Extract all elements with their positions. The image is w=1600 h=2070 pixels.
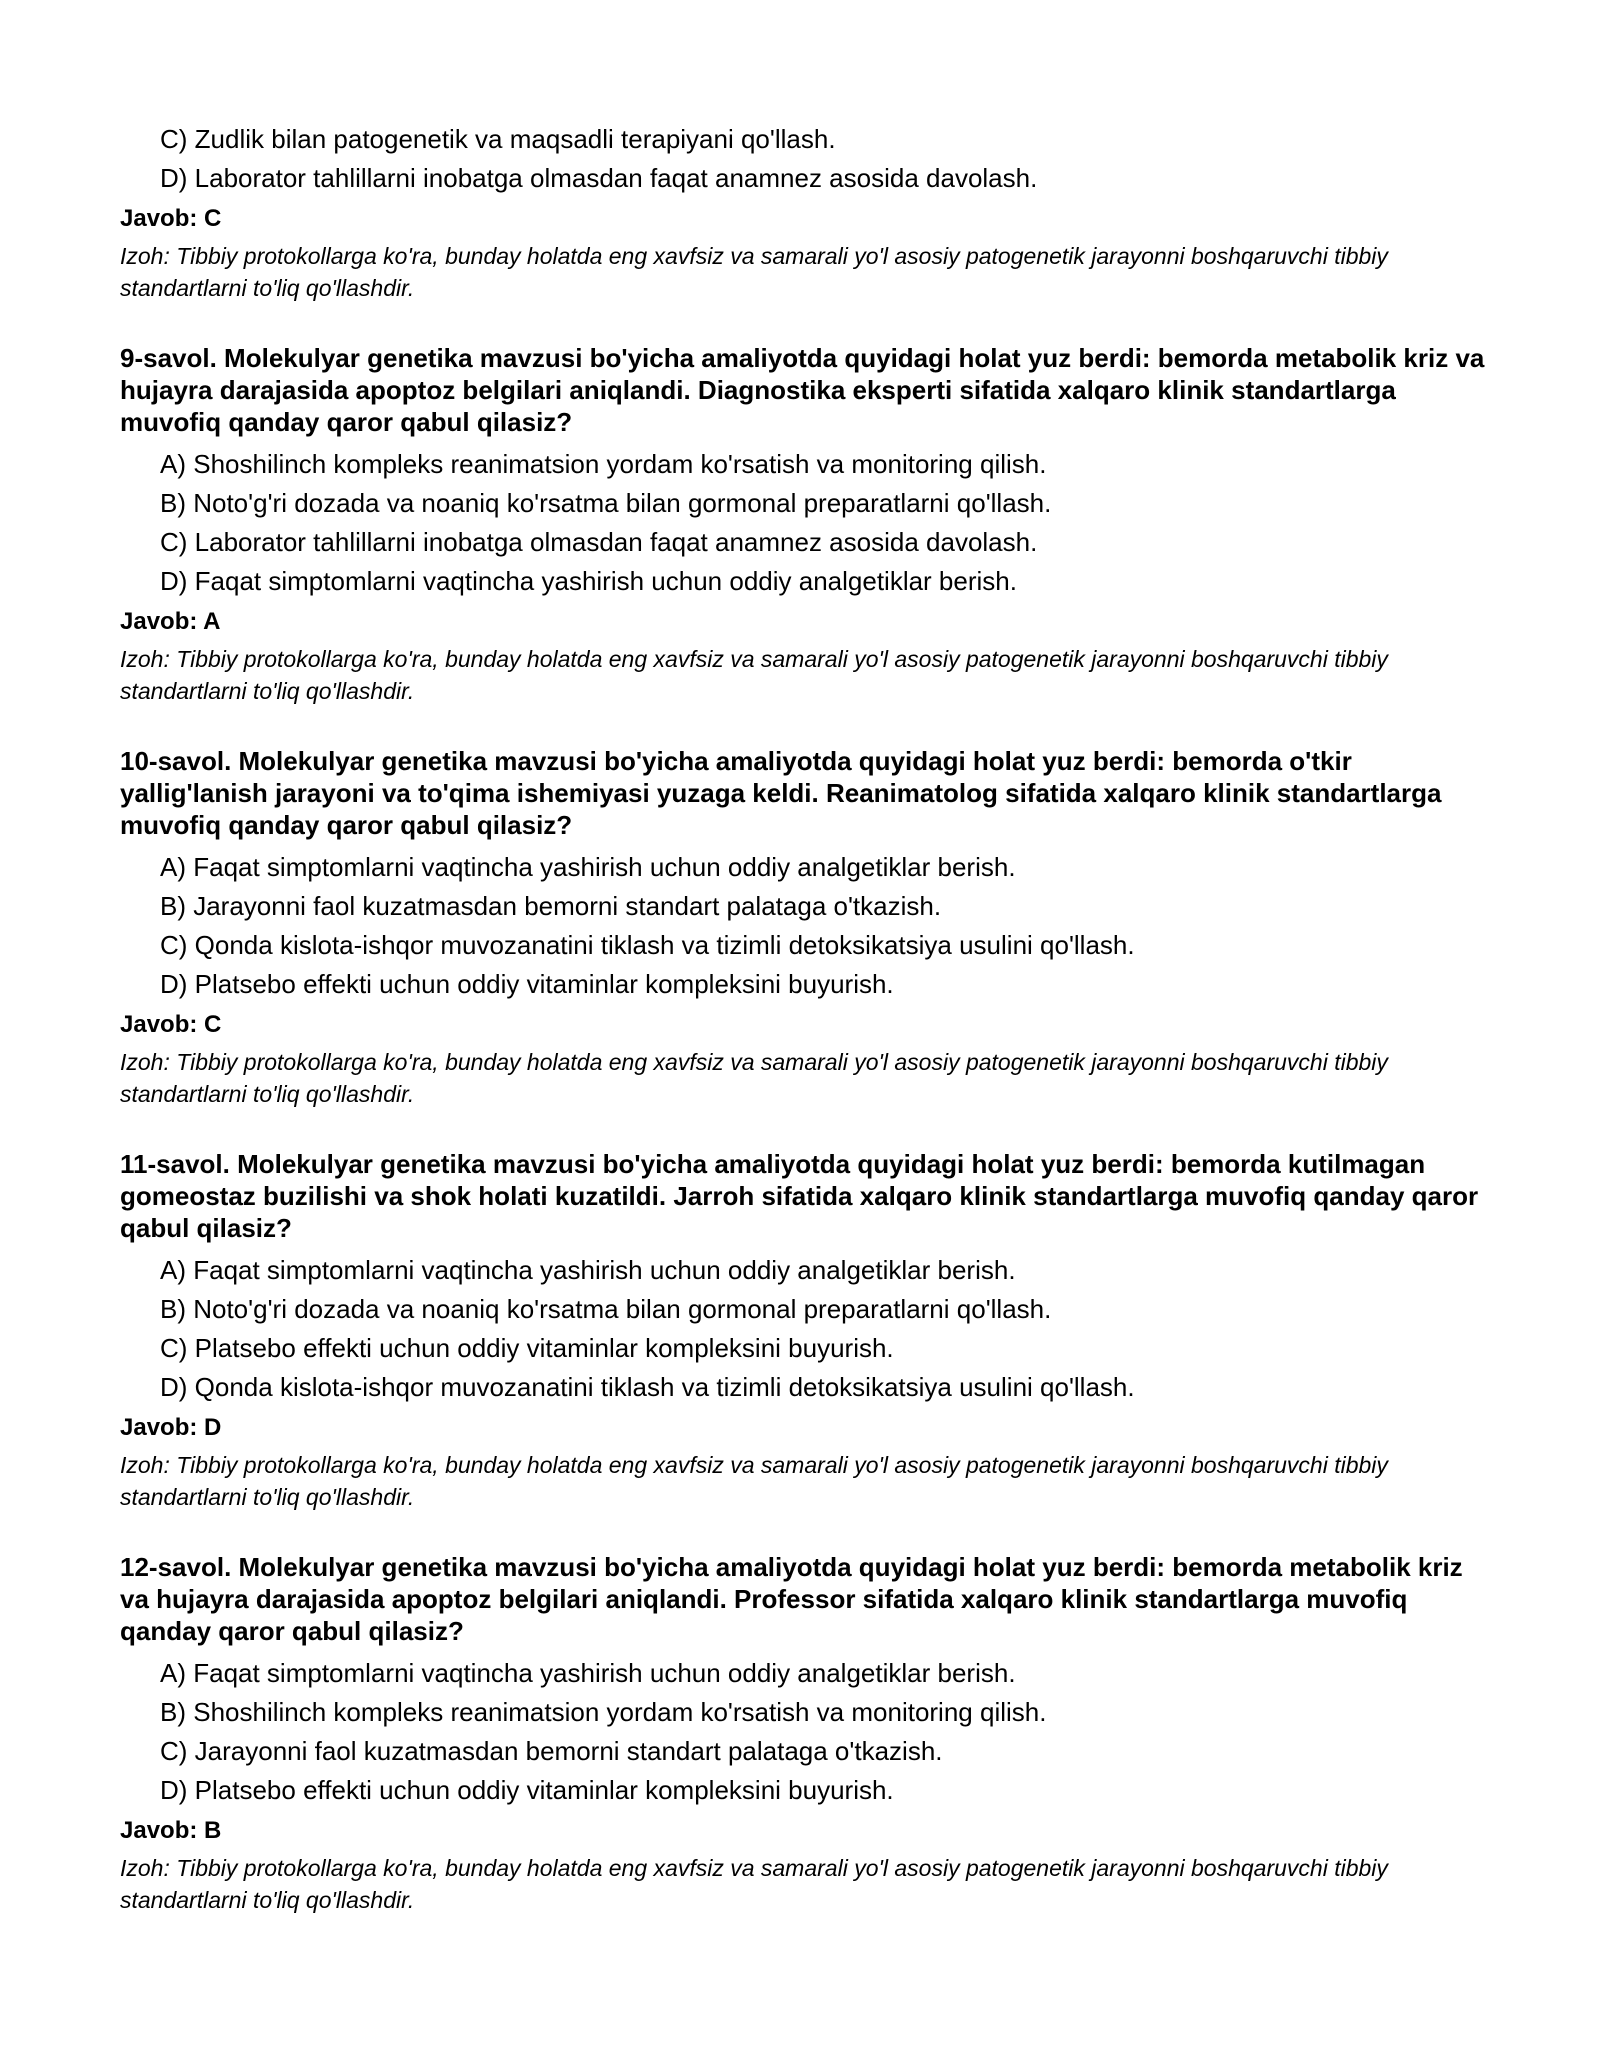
document-page: [120, 120, 1490, 1916]
explanation-note: Izoh: Tibbiy protokollarga ko'ra, bunday holatda eng xavfsiz va samarali yo'l asosiy patogenetik jarayonni boshqaruvchi tibbiy standartlarni to'liq qo'llashdir.: [120, 1049, 1388, 1107]
question-text: 10-savol. Molekulyar genetika mavzusi bo'yicha amaliyotda quyidagi holat yuz berdi: bemorda o'tkir yallig'lanish jarayoni va to'qima ishemiyasi yuzaga keldi. Reanimatolog sifatida xalqaro klinik standartlarga muvofiq qanday qaror qabul qilasiz?: [120, 746, 1442, 840]
answer-option: C) Platsebo effekti uchun oddiy vitaminlar kompleksini buyurish.: [160, 1333, 894, 1363]
correct-answer: Javob: C: [120, 205, 222, 232]
answer-option: C) Qonda kislota-ishqor muvozanatini tiklash va tizimli detoksikatsiya usulini qo'llash.: [160, 930, 1135, 960]
continuation-block: [120, 120, 1490, 304]
answer-option: D) Qonda kislota-ishqor muvozanatini tiklash va tizimli detoksikatsiya usulini qo'llash.: [160, 1372, 1135, 1402]
question-block: [120, 1148, 1490, 1513]
correct-answer: Javob: A: [120, 608, 221, 635]
answer-option: C) Zudlik bilan patogenetik va maqsadli terapiyani qo'llash.: [160, 124, 836, 154]
question-block: [120, 745, 1490, 1110]
answer-option: D) Faqat simptomlarni vaqtincha yashirish uchun oddiy analgetiklar berish.: [160, 566, 1017, 596]
answer-option: B) Jarayonni faol kuzatmasdan bemorni standart palataga o'tkazish.: [160, 891, 942, 921]
answer-option: A) Faqat simptomlarni vaqtincha yashirish uchun oddiy analgetiklar berish.: [160, 1255, 1016, 1285]
answer-option: D) Laborator tahlillarni inobatga olmasdan faqat anamnez asosida davolash.: [160, 163, 1038, 193]
explanation-note: Izoh: Tibbiy protokollarga ko'ra, bunday holatda eng xavfsiz va samarali yo'l asosiy patogenetik jarayonni boshqaruvchi tibbiy standartlarni to'liq qo'llashdir.: [120, 1855, 1388, 1913]
question-text: 9-savol. Molekulyar genetika mavzusi bo'yicha amaliyotda quyidagi holat yuz berdi: bemorda metabolik kriz va hujayra darajasida apoptoz belgilari aniqlandi. Diagnostika eksperti sifatida xalqaro klinik standartlarga muvofiq qanday qaror qabul qilasiz?: [120, 343, 1485, 437]
answer-option: A) Faqat simptomlarni vaqtincha yashirish uchun oddiy analgetiklar berish.: [160, 852, 1016, 882]
answer-option: A) Shoshilinch kompleks reanimatsion yordam ko'rsatish va monitoring qilish.: [160, 449, 1047, 479]
answer-option: C) Laborator tahlillarni inobatga olmasdan faqat anamnez asosida davolash.: [160, 527, 1038, 557]
explanation-note: Izoh: Tibbiy protokollarga ko'ra, bunday holatda eng xavfsiz va samarali yo'l asosiy patogenetik jarayonni boshqaruvchi tibbiy standartlarni to'liq qo'llashdir.: [120, 646, 1388, 704]
explanation-note: Izoh: Tibbiy protokollarga ko'ra, bunday holatda eng xavfsiz va samarali yo'l asosiy patogenetik jarayonni boshqaruvchi tibbiy standartlarni to'liq qo'llashdir.: [120, 1452, 1388, 1510]
answer-option: B) Noto'g'ri dozada va noaniq ko'rsatma bilan gormonal preparatlarni qo'llash.: [160, 488, 1052, 518]
answer-option: B) Shoshilinch kompleks reanimatsion yordam ko'rsatish va monitoring qilish.: [160, 1697, 1047, 1727]
question-text: 11-savol. Molekulyar genetika mavzusi bo'yicha amaliyotda quyidagi holat yuz berdi: bemorda kutilmagan gomeostaz buzilishi va shok holati kuzatildi. Jarroh sifatida xalqaro klinik standartlarga muvofiq qanday qaror qabul qilasiz?: [120, 1149, 1479, 1243]
question-text: 12-savol. Molekulyar genetika mavzusi bo'yicha amaliyotda quyidagi holat yuz berdi: bemorda metabolik kriz va hujayra darajasida apoptoz belgilari aniqlandi. Professor sifatida xalqaro klinik standartlarga muvofiq qanday qaror qabul qilasiz?: [120, 1552, 1463, 1646]
correct-answer: Javob: C: [120, 1011, 222, 1038]
answer-option: B) Noto'g'ri dozada va noaniq ko'rsatma bilan gormonal preparatlarni qo'llash.: [160, 1294, 1052, 1324]
explanation-note: Izoh: Tibbiy protokollarga ko'ra, bunday holatda eng xavfsiz va samarali yo'l asosiy patogenetik jarayonni boshqaruvchi tibbiy standartlarni to'liq qo'llashdir.: [120, 243, 1388, 301]
answer-option: A) Faqat simptomlarni vaqtincha yashirish uchun oddiy analgetiklar berish.: [160, 1658, 1016, 1688]
question-block: [120, 1551, 1490, 1916]
answer-option: C) Jarayonni faol kuzatmasdan bemorni standart palataga o'tkazish.: [160, 1736, 943, 1766]
question-block: [120, 342, 1490, 707]
correct-answer: Javob: D: [120, 1414, 222, 1441]
answer-option: D) Platsebo effekti uchun oddiy vitaminlar kompleksini buyurish.: [160, 1775, 894, 1805]
correct-answer: Javob: B: [120, 1817, 222, 1844]
answer-option: D) Platsebo effekti uchun oddiy vitaminlar kompleksini buyurish.: [160, 969, 894, 999]
